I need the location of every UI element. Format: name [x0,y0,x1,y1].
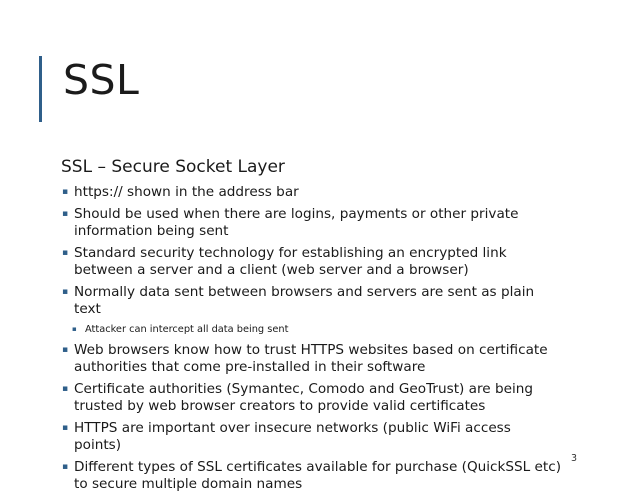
square-bullet-icon: ▪ [62,186,69,197]
slide-title: SSL [63,56,140,104]
square-bullet-icon: ▪ [62,286,69,297]
square-bullet-icon: ▪ [62,383,69,394]
page-number: 3 [571,453,578,464]
bullet-item [61,342,561,376]
square-bullet-icon: ▪ [62,344,69,355]
title-accent-bar [39,56,42,122]
square-bullet-icon: ▪ [72,324,77,333]
square-bullet-icon: ▪ [62,247,69,258]
sub-bullet-text: Attacker can intercept all data being sent [85,323,289,335]
bullet-text: Web browsers know how to trust HTTPS websites based on certificate authorities that come pre-installed in their software [74,341,548,375]
bullet-text: Standard security technology for establishing an encrypted link between a server and a client (web server and a browser) [74,244,507,278]
bullet-list [61,184,561,493]
bullet-text: HTTPS are important over insecure networks (public WiFi access points) [74,419,511,453]
bullet-text: Should be used when there are logins, payments or other private information being sent [74,205,519,239]
slide-subtitle: SSL – Secure Socket Layer [61,157,285,177]
bullet-item [61,381,561,415]
slide-content [61,158,561,498]
square-bullet-icon: ▪ [62,461,69,472]
bullet-item [61,206,561,240]
bullet-item [61,184,561,201]
bullet-text: Different types of SSL certificates available for purchase (QuickSSL etc) to secure multiple domain names [74,458,562,492]
square-bullet-icon: ▪ [62,208,69,219]
bullet-item [61,459,561,493]
bullet-item [61,245,561,279]
square-bullet-icon: ▪ [62,422,69,433]
bullet-item [61,284,561,318]
sub-bullet-item [61,323,561,336]
bullet-text: Certificate authorities (Symantec, Comodo and GeoTrust) are being trusted by web browser creators to provide valid certificates [74,380,533,414]
bullet-text: https:// shown in the address bar [74,183,299,200]
bullet-item [61,420,561,454]
bullet-text: Normally data sent between browsers and servers are sent as plain text [74,283,535,317]
